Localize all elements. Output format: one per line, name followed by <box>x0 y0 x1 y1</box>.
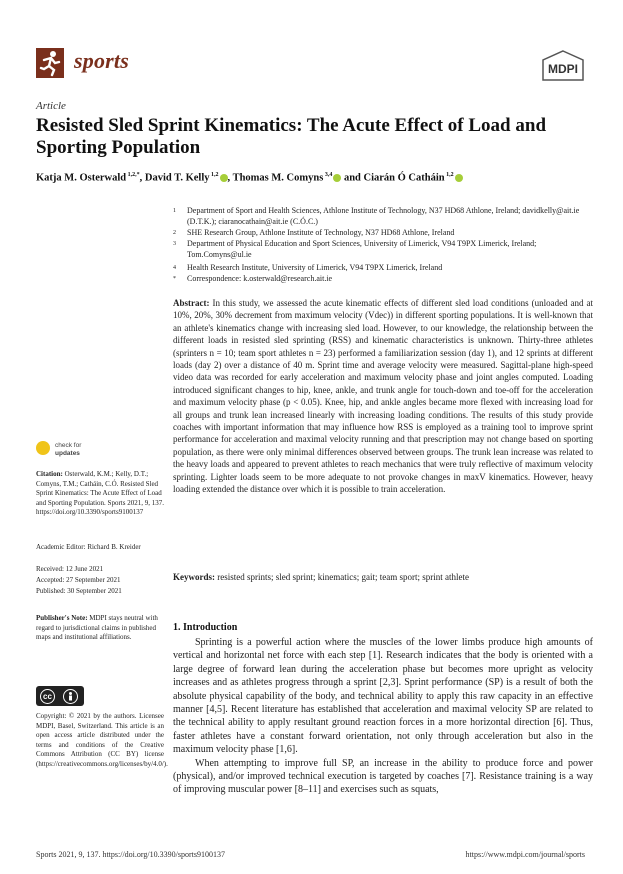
publisher-note-text: MDPI stays neutral with regard to jurisdictional claims in published maps and institutional affiliations. <box>36 614 158 641</box>
received-date: Received: 12 June 2021 <box>36 565 104 573</box>
affiliation-text: Department of Sport and Health Sciences, Athlone Institute of Technology, N37 HD68 Athlone, Ireland; davidkelly@ait.ie (D.T.K.); ciaranocathain@ait.ie (C.Ó.C.) <box>187 206 580 226</box>
academic-editor: Academic Editor: Richard B. Kreider <box>36 543 141 551</box>
citation-label: Citation: <box>36 470 63 478</box>
orcid-icon[interactable] <box>220 174 228 182</box>
author-name: Katja M. Osterwald <box>36 172 127 184</box>
footer-citation[interactable]: Sports 2021, 9, 137. https://doi.org/10.3390/sports9100137 <box>36 850 225 859</box>
affiliation-text: SHE Research Group, Athlone Institute of Technology, N37 HD68 Athlone, Ireland <box>187 228 455 237</box>
publisher-logo-text: MDPI <box>548 62 578 76</box>
affiliation-number: 2 <box>173 230 176 236</box>
affiliation <box>173 228 593 239</box>
abstract-label: Abstract: <box>173 298 210 308</box>
paragraph: When attempting to improve full SP, an increase in the ability to produce force and power (physical), and/or improved technical execution is targeted by coaches [7]. Resistance training is a way of improving muscular power [8–11] and exercises such as squats, <box>173 757 593 796</box>
author-affil-sup: 1,2 <box>444 172 454 178</box>
article-title: Resisted Sled Sprint Kinematics: The Acute Effect of Load and Sporting Population <box>36 115 547 158</box>
author-name: and Ciarán Ó Catháin <box>341 172 445 184</box>
cc-by-license-icon[interactable] <box>36 686 84 706</box>
section-heading: 1. Introduction <box>173 622 238 633</box>
author-affil-sup: 1,2 <box>209 172 219 178</box>
by-person-icon <box>63 689 78 704</box>
author-name: , Thomas M. Comyns <box>227 172 324 184</box>
copyright-notice: Copyright: © 2021 by the authors. Licensee MDPI, Basel, Switzerland. This article is an open access article distributed under the terms and conditions of the Creative Commons Attribution (CC BY) license (https://creativecommons.org/licenses/by/4.0/). <box>36 712 168 768</box>
published-date: Published: 30 September 2021 <box>36 587 122 595</box>
orcid-icon[interactable] <box>455 174 463 182</box>
check-for-updates-link[interactable] <box>55 442 81 457</box>
citation-text: Osterwald, K.M.; Kelly, D.T.; Comyns, T.M.; Catháin, C.Ó. Resisted Sled Sprint Kinematics: The Acute Effect of Load and Sporting Population. Sports 2021, 9, 137. https://doi.org/10.3390/sports9100137 <box>36 470 164 516</box>
affiliation-text: Department of Physical Education and Sport Sciences, University of Limerick, V94 T9PX Limerick, Ireland; Tom.Comyns@ul.ie <box>187 239 537 259</box>
keywords-label: Keywords: <box>173 572 215 582</box>
check-for-updates-line2: updates <box>55 449 80 457</box>
journal-name: sports <box>74 48 129 73</box>
footer-journal-url[interactable]: https://www.mdpi.com/journal/sports <box>465 850 585 859</box>
affiliation-number: * <box>173 276 176 282</box>
affiliation-number: 4 <box>173 265 176 271</box>
abstract <box>173 297 593 496</box>
author-affil-sup: 1,2,* <box>126 172 140 178</box>
journal-logo-icon <box>36 48 64 78</box>
cc-icon: cc <box>40 689 55 704</box>
check-for-updates-line1: check for <box>55 442 82 449</box>
author-name: , David T. Kelly <box>139 172 210 184</box>
correspondence-text: Correspondence: k.osterwald@research.ait.ie <box>187 274 333 283</box>
keywords <box>173 572 593 582</box>
article-type: Article <box>36 100 66 112</box>
affiliation <box>173 274 593 285</box>
publisher-note-label: Publisher's Note: <box>36 614 88 622</box>
author-list <box>36 172 596 184</box>
affiliation <box>173 239 593 261</box>
citation-block <box>36 470 164 518</box>
check-for-updates-icon[interactable] <box>36 441 50 455</box>
affiliation <box>173 206 593 228</box>
affiliation <box>173 263 593 274</box>
keywords-text: resisted sprints; sled sprint; kinematics; gait; team sport; sprint athlete <box>215 572 469 582</box>
publisher-note <box>36 614 164 643</box>
accepted-date: Accepted: 27 September 2021 <box>36 576 121 584</box>
affiliation-text: Health Research Institute, University of Limerick, V94 T9PX Limerick, Ireland <box>187 263 443 272</box>
paragraph: Sprinting is a powerful action where the muscles of the lower limbs produce high amounts of vertical and horizontal net force with each step [1]. Research indicates that the body is oriented with a large degree of forward lean during the acceleration phase but becomes more upright as velocity increases and as athletes progress through a sprint [2,3]. Sprint performance (SP) is a result of both the absolute physical capability of the body, and technical ability to apply this raw capacity in an effective manner [4,5]. Recent literature has established that acceleration and maximal velocity SP are related to the technical ability to apply resultant ground reaction forces in a more horizontal direction [6]. Thus, faster athletes have a constant forward orientation, not only through acceleration but also in the maximum velocity phase [1,6]. <box>173 637 593 756</box>
introduction-body <box>173 636 593 797</box>
affiliation-number: 3 <box>173 241 176 247</box>
author-affil-sup: 3,4 <box>323 172 333 178</box>
abstract-text: In this study, we assessed the acute kinematic effects of different sled load conditions (unloaded and at 10%, 20%, 30% decrement from maximum velocity (Vdec)) in different sporting populations. It is well-known that an athlete's kinematics change with increasing sled load. However, to our knowledge, the relationship between the different loads in resisted sled sprinting (RSS) and kinematic characteristics is unknown. Thirty-three athletes (sprinters n = 10; team sport athletes n = 23) performed a familiarization session (day 1), and 12 sprints at different loads (day 2) over a distance of 40 m. Sprint time and average velocity were measured. Sagittal-plane high-speed video data was recorded for early acceleration and maximum velocity phase and joint angles computed. Loading introduced significant changes to hip, knee, ankle, and trunk angle for touch-down and toe-off for the acceleration and maximum velocity phase (p < 0.05). Knee, hip, and ankle angles became more flexed with increasing load for all groups and trunk lean increased linearly with increasing loading conditions. The results of this study provide coaches with important information that may influence how RSS is employed as a training tool to improve sprint performance for acceleration and maximal velocity running and that prescription may not change based on sporting population, as there were only minimal differences observed between groups. The trunk lean increase was related to the heavy loads and appeared to prevent athletes to reach mechanics that were truly reflective of maximum velocity sprinting. Lighter loads seem to be more adequate to not provoke changes in maxV kinematics. However, heavy loading extended the distance over which it is possible to train acceleration. <box>173 298 593 495</box>
affiliation-number: 1 <box>173 208 176 214</box>
